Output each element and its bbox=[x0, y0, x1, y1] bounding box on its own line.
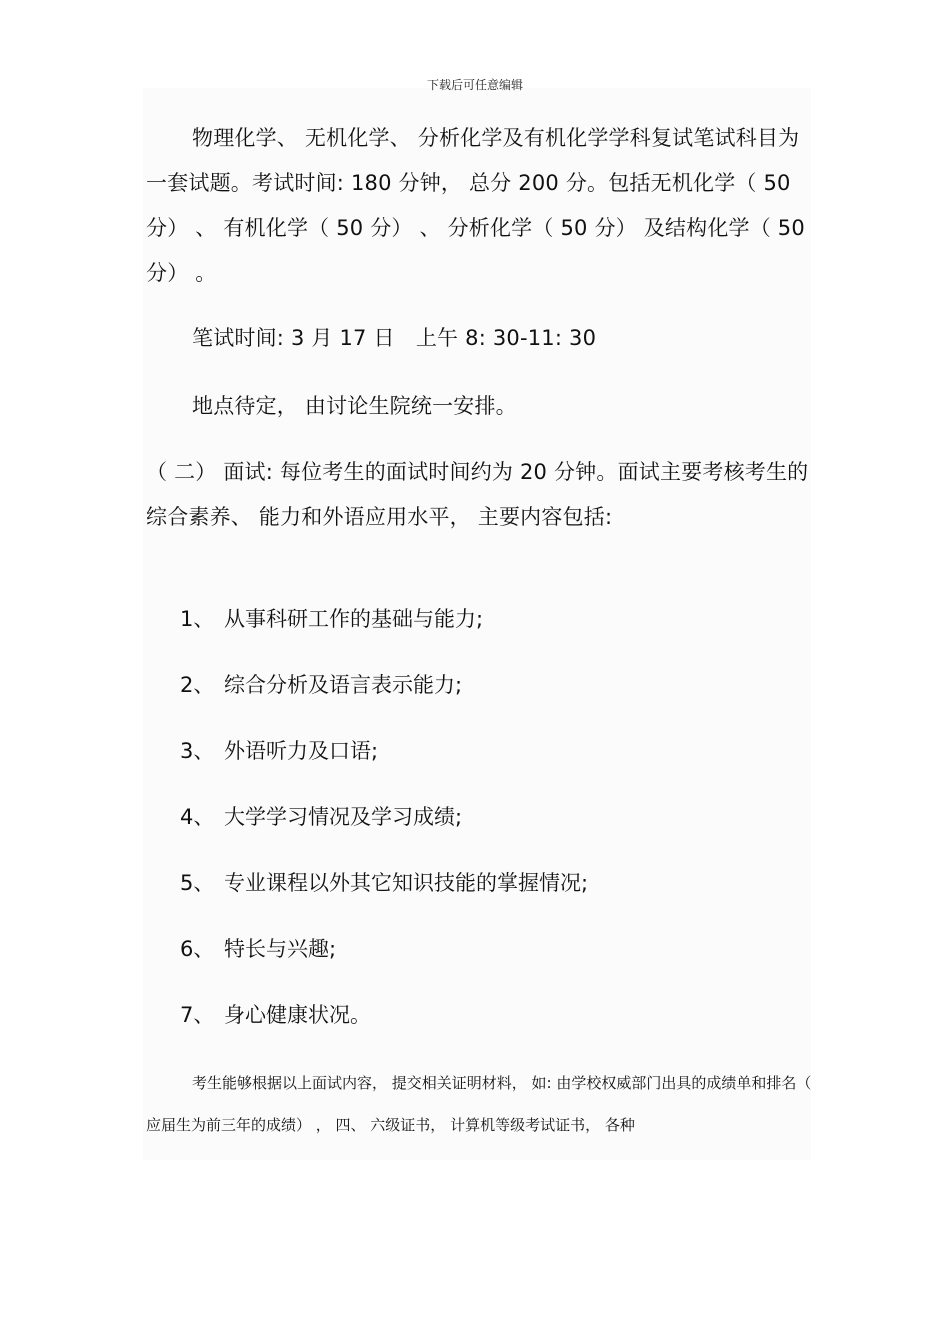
list-item bbox=[180, 1000, 371, 1030]
list-item-text: 从事科研工作的基础与能力; bbox=[224, 607, 484, 631]
list-item-number: 1、 bbox=[180, 607, 215, 631]
list-item bbox=[180, 670, 462, 700]
list-item-text: 大学学习情况及学习成绩; bbox=[224, 805, 463, 829]
interview-intro-paragraph: （ 二） 面试: 每位考生的面试时间约为 20 分钟。面试主要考核考生的综合素养、 能力和外语应用水平， 主要内容包括: bbox=[146, 460, 809, 529]
list-item-text: 身心健康状况。 bbox=[224, 1003, 371, 1027]
list-item bbox=[180, 934, 336, 964]
list-item-text: 特长与兴趣; bbox=[224, 937, 337, 961]
list-item-number: 2、 bbox=[180, 673, 215, 697]
list-item-number: 6、 bbox=[180, 937, 215, 961]
list-item bbox=[180, 868, 588, 898]
list-item-text: 专业课程以外其它知识技能的掌握情况; bbox=[224, 871, 589, 895]
exam-time-line: 笔试时间: 3 月 17 日 上午 8: 30-11: 30 bbox=[192, 326, 597, 350]
list-item bbox=[180, 736, 378, 766]
list-item bbox=[180, 604, 483, 634]
list-item-text: 综合分析及语言表示能力; bbox=[224, 673, 463, 697]
list-item bbox=[180, 802, 462, 832]
page-header: 下载后可任意编辑 bbox=[426, 78, 523, 92]
list-item-text: 外语听力及口语; bbox=[224, 739, 379, 763]
exam-location-line: 地点待定， 由讨论生院统一安排。 bbox=[192, 394, 517, 418]
list-item-number: 5、 bbox=[180, 871, 215, 895]
exam-subjects-paragraph: 物理化学、 无机化学、 分析化学及有机化学学科复试笔试科目为一套试题。考试时间: 180 分钟， 总分 200 分。包括无机化学（ 50 分） 、 有机化学（ 50 分） 、 分析化学（ 50 分） 及结构化学（ 50 分） 。 bbox=[146, 126, 805, 285]
list-item-number: 4、 bbox=[180, 805, 215, 829]
list-item-number: 7、 bbox=[180, 1003, 215, 1027]
closing-paragraph: 考生能够根据以上面试内容， 提交相关证明材料， 如: 由学校权威部门出具的成绩单和排名（ 应届生为前三年的成绩） ， 四、 六级证书， 计算机等级考试证书， 各种 bbox=[146, 1074, 812, 1134]
list-item-number: 3、 bbox=[180, 739, 215, 763]
